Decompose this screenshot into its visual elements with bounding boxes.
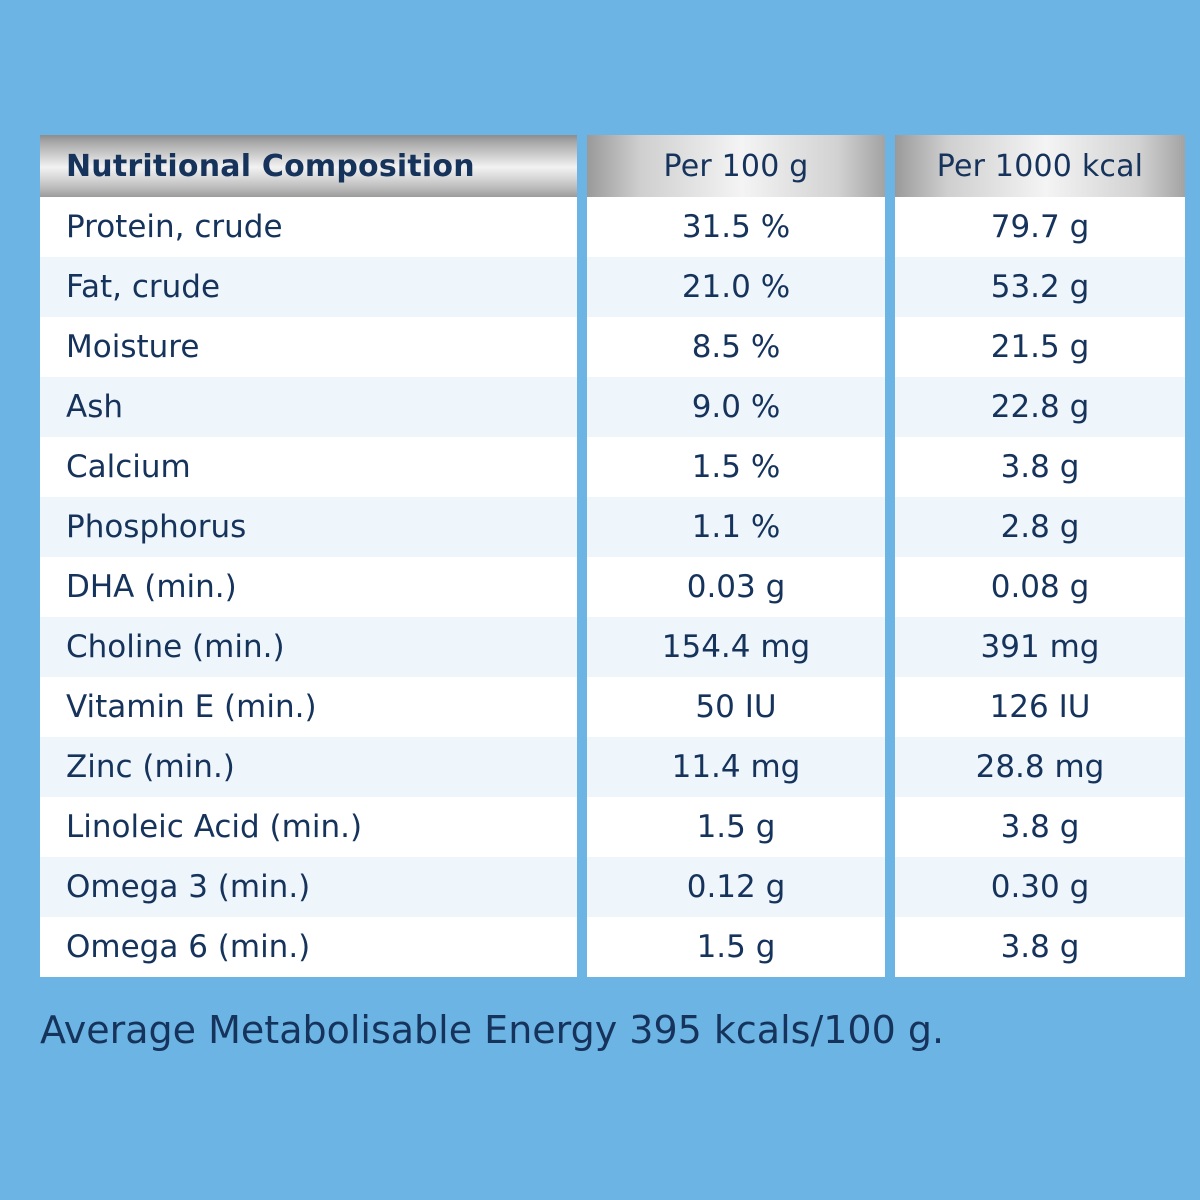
row-value-per-100g: 1.5 g	[587, 797, 885, 857]
row-value-per-1000kcal: 53.2 g	[895, 257, 1185, 317]
row-gap	[885, 737, 895, 797]
row-gap	[577, 317, 587, 377]
table-row	[40, 317, 1185, 377]
row-value-per-1000kcal: 391 mg	[895, 617, 1185, 677]
row-value-per-1000kcal: 21.5 g	[895, 317, 1185, 377]
table-row	[40, 797, 1185, 857]
row-gap	[577, 797, 587, 857]
row-value-per-100g: 1.5 %	[587, 437, 885, 497]
table-header	[40, 135, 1185, 197]
row-label: Zinc (min.)	[40, 737, 577, 797]
row-label: Calcium	[40, 437, 577, 497]
row-value-per-100g: 11.4 mg	[587, 737, 885, 797]
row-label: Vitamin E (min.)	[40, 677, 577, 737]
table-row	[40, 917, 1185, 977]
row-gap	[577, 197, 587, 257]
row-label: Choline (min.)	[40, 617, 577, 677]
row-gap	[885, 797, 895, 857]
row-value-per-100g: 9.0 %	[587, 377, 885, 437]
row-gap	[885, 857, 895, 917]
column-header-per-100g: Per 100 g	[587, 135, 885, 197]
row-gap	[577, 557, 587, 617]
row-label: Protein, crude	[40, 197, 577, 257]
row-gap	[885, 257, 895, 317]
row-gap	[885, 377, 895, 437]
row-value-per-100g: 0.03 g	[587, 557, 885, 617]
row-gap	[577, 677, 587, 737]
row-gap	[577, 497, 587, 557]
row-gap	[885, 437, 895, 497]
row-value-per-1000kcal: 79.7 g	[895, 197, 1185, 257]
table-row	[40, 857, 1185, 917]
table-row	[40, 437, 1185, 497]
table-row	[40, 377, 1185, 437]
row-value-per-100g: 1.1 %	[587, 497, 885, 557]
column-header-per-1000kcal: Per 1000 kcal	[895, 135, 1185, 197]
row-gap	[885, 617, 895, 677]
row-label: DHA (min.)	[40, 557, 577, 617]
table-row	[40, 197, 1185, 257]
row-value-per-100g: 154.4 mg	[587, 617, 885, 677]
table-row	[40, 257, 1185, 317]
table-header-row	[40, 135, 1185, 197]
row-value-per-100g: 21.0 %	[587, 257, 885, 317]
row-value-per-1000kcal: 28.8 mg	[895, 737, 1185, 797]
row-gap	[577, 257, 587, 317]
table-row	[40, 677, 1185, 737]
nutritional-composition-table	[40, 135, 1185, 977]
row-gap	[577, 437, 587, 497]
row-value-per-1000kcal: 3.8 g	[895, 797, 1185, 857]
nutrition-panel	[40, 135, 1165, 977]
row-value-per-1000kcal: 0.08 g	[895, 557, 1185, 617]
row-value-per-1000kcal: 2.8 g	[895, 497, 1185, 557]
row-label: Omega 3 (min.)	[40, 857, 577, 917]
table-row	[40, 617, 1185, 677]
row-gap	[577, 737, 587, 797]
row-gap	[577, 377, 587, 437]
row-value-per-100g: 0.12 g	[587, 857, 885, 917]
row-label: Fat, crude	[40, 257, 577, 317]
row-value-per-1000kcal: 0.30 g	[895, 857, 1185, 917]
row-label: Moisture	[40, 317, 577, 377]
row-label: Phosphorus	[40, 497, 577, 557]
row-value-per-1000kcal: 3.8 g	[895, 917, 1185, 977]
header-gap	[577, 135, 587, 197]
row-gap	[577, 857, 587, 917]
row-label: Linoleic Acid (min.)	[40, 797, 577, 857]
row-gap	[885, 557, 895, 617]
row-value-per-1000kcal: 22.8 g	[895, 377, 1185, 437]
row-gap	[885, 677, 895, 737]
row-value-per-100g: 31.5 %	[587, 197, 885, 257]
row-label: Ash	[40, 377, 577, 437]
row-gap	[577, 917, 587, 977]
table-body	[40, 197, 1185, 977]
row-gap	[577, 617, 587, 677]
row-value-per-100g: 50 IU	[587, 677, 885, 737]
row-gap	[885, 317, 895, 377]
row-value-per-1000kcal: 126 IU	[895, 677, 1185, 737]
row-gap	[885, 197, 895, 257]
row-value-per-100g: 1.5 g	[587, 917, 885, 977]
table-row	[40, 557, 1185, 617]
table-row	[40, 497, 1185, 557]
row-gap	[885, 917, 895, 977]
row-gap	[885, 497, 895, 557]
row-value-per-100g: 8.5 %	[587, 317, 885, 377]
header-gap	[885, 135, 895, 197]
row-label: Omega 6 (min.)	[40, 917, 577, 977]
metabolisable-energy-note: Average Metabolisable Energy 395 kcals/100 g.	[40, 1008, 945, 1052]
column-header-name: Nutritional Composition	[40, 135, 577, 197]
table-row	[40, 737, 1185, 797]
row-value-per-1000kcal: 3.8 g	[895, 437, 1185, 497]
